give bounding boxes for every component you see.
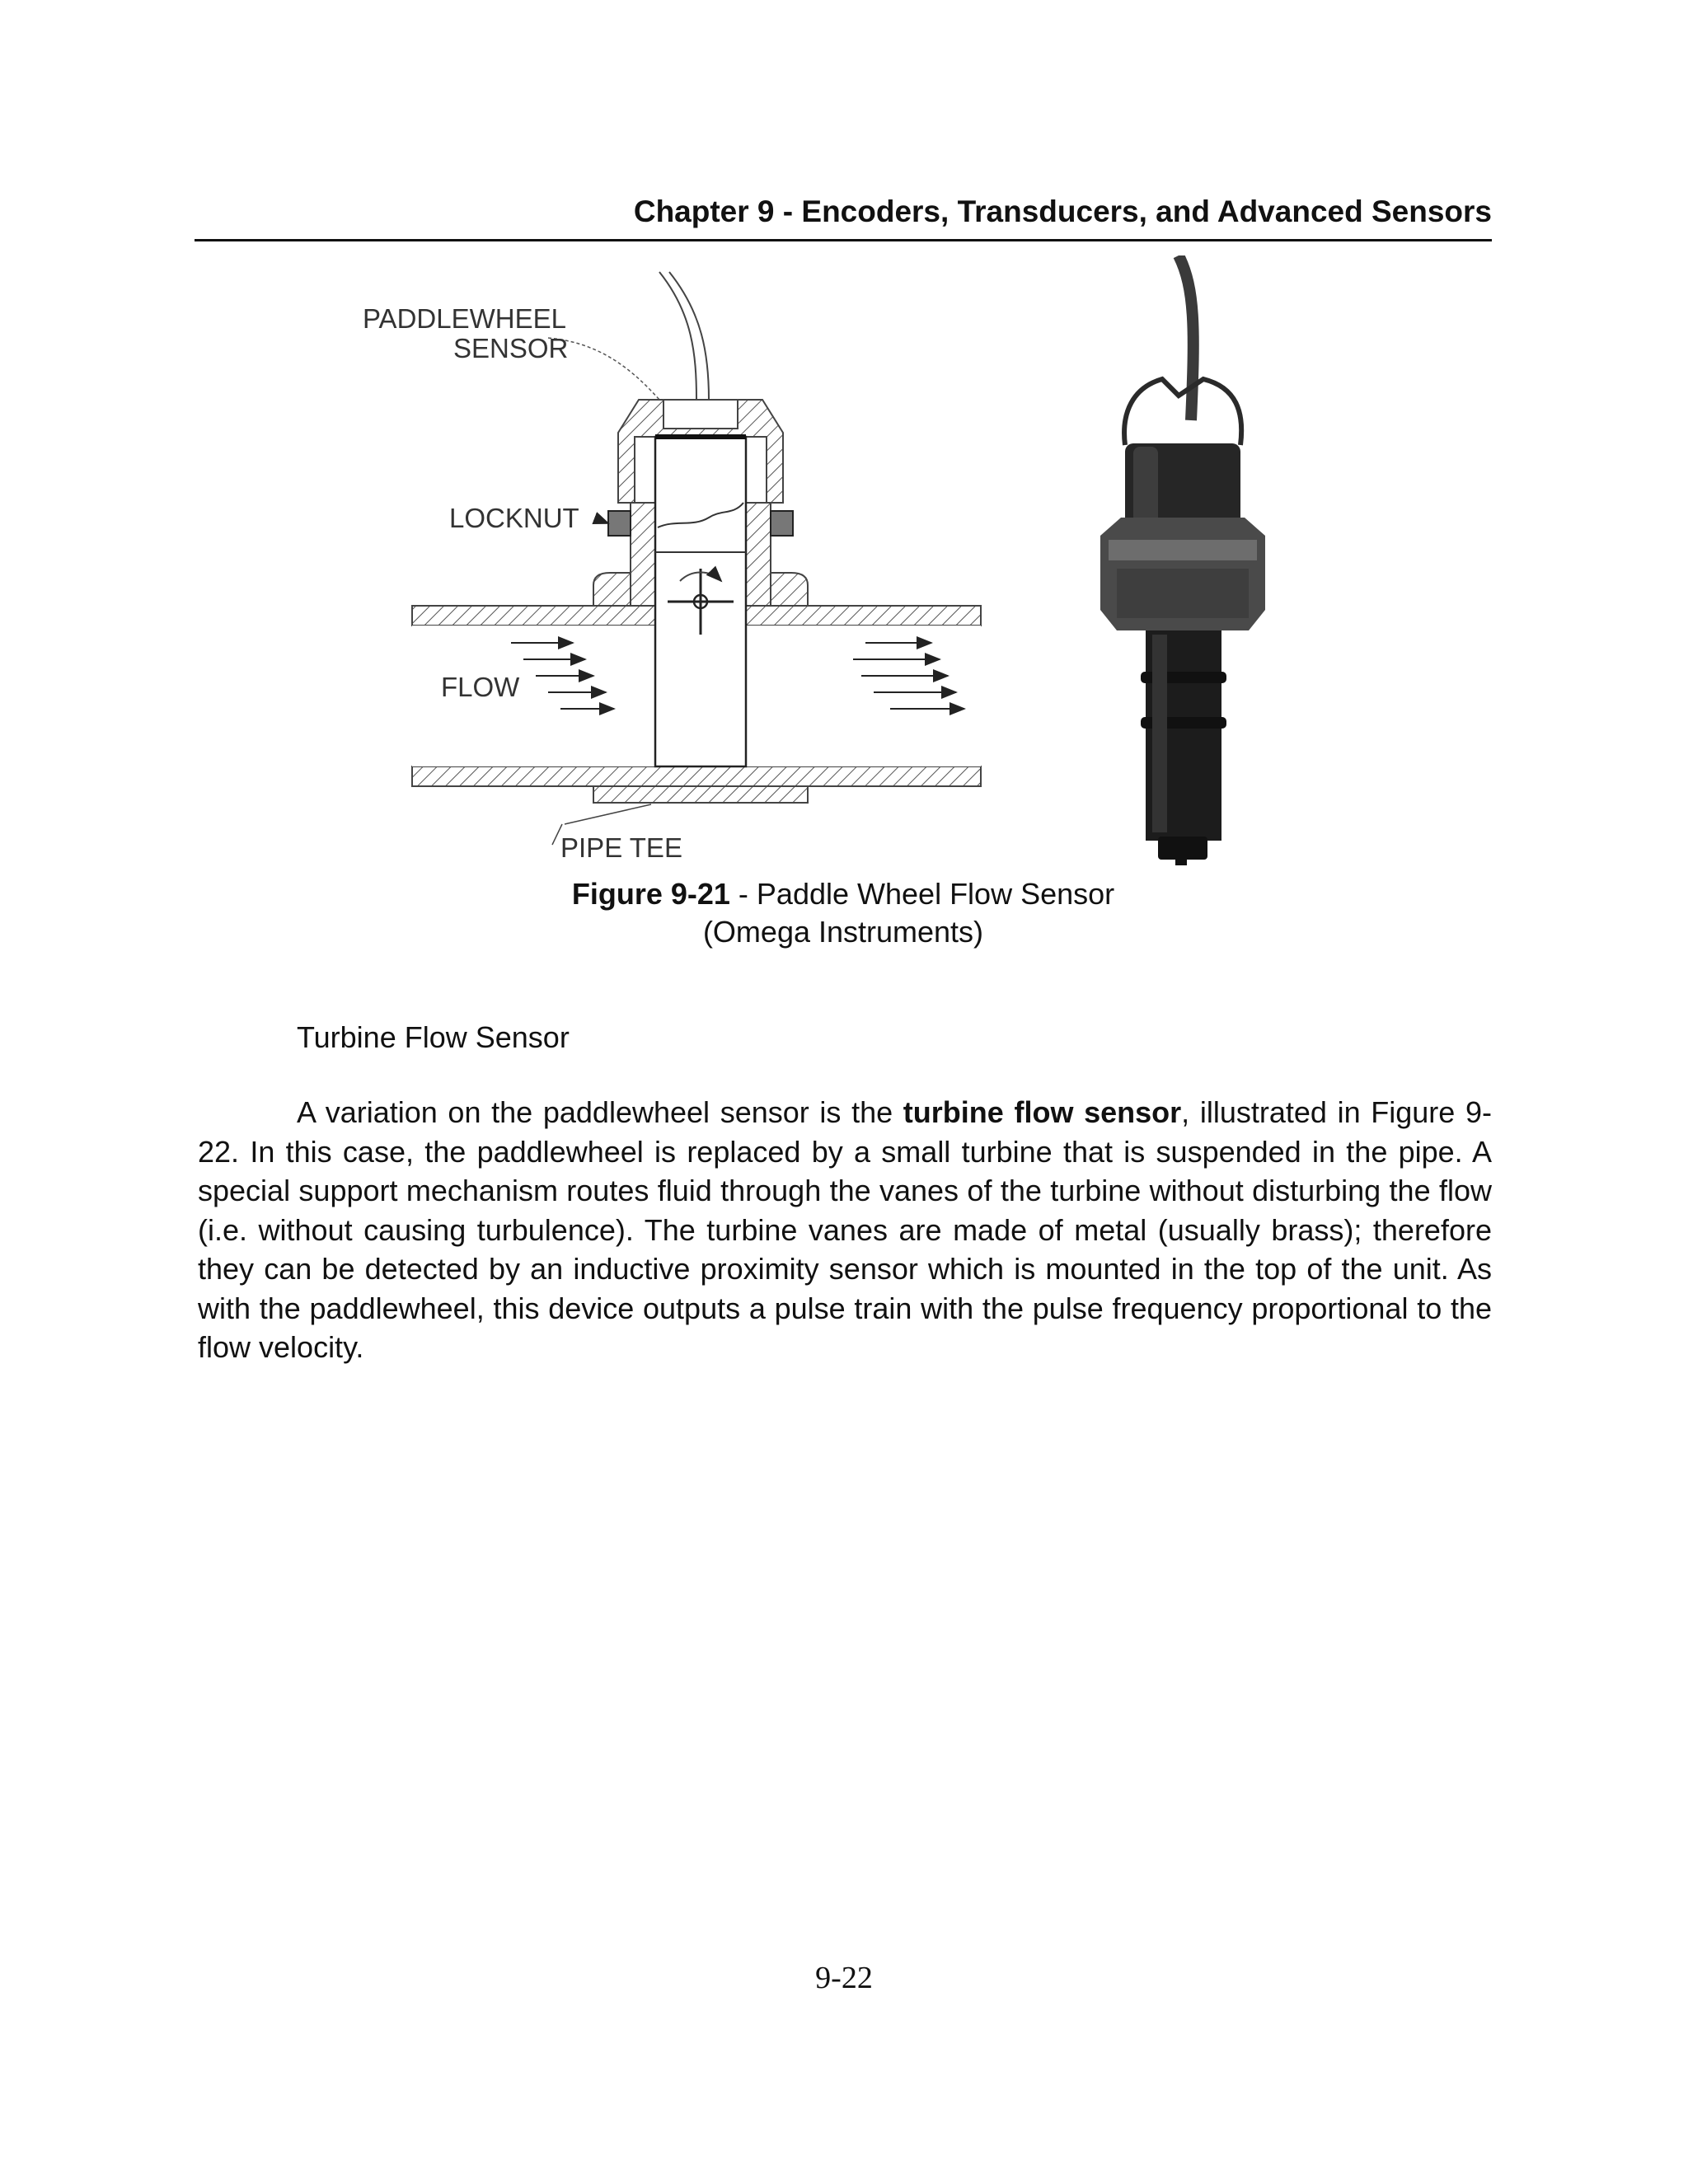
label-sensor: SENSOR — [453, 333, 569, 363]
figure-caption — [195, 875, 1492, 913]
label-pipe-tee: PIPE TEE — [560, 832, 682, 863]
figure-source: (Omega Instruments) — [702, 915, 984, 949]
page-number: 9-22 — [815, 1961, 873, 1995]
header-rule — [195, 239, 1492, 241]
label-flow: FLOW — [441, 672, 520, 702]
label-paddlewheel: PADDLEWHEEL — [363, 303, 566, 334]
sensor-photo — [1100, 255, 1265, 865]
paddlewheel-diagram — [346, 255, 1335, 865]
body-paragraph — [198, 1093, 1492, 1367]
paragraph-text-2: , illustrated in Figure 9-22. In this case, the paddlewheel is replaced by a small turbine that is suspended in the pipe. A special support mechanism routes fluid through the vanes of the turbine without disturbing the flow (i.e. without causing turbulence). The turbine vanes are made of metal (usually brass); therefore they can be detected by an inductive proximity sensor which is mounted in the top of the unit. As with the paddlewheel, this device outputs a pulse train with the pulse frequency proportional to the flow velocity. — [198, 1095, 1492, 1364]
figure-9-21 — [346, 255, 1335, 865]
section-heading: Turbine Flow Sensor — [297, 1020, 570, 1054]
label-locknut: LOCKNUT — [449, 503, 579, 533]
figure-number: Figure 9-21 — [571, 877, 730, 911]
paragraph-bold-term: turbine flow sensor — [903, 1095, 1182, 1129]
chapter-header: Chapter 9 - Encoders, Transducers, and Advanced Sensors — [633, 194, 1492, 228]
caption-separator: - — [729, 877, 757, 911]
paragraph-text-1: A variation on the paddlewheel sensor is the — [297, 1095, 903, 1129]
figure-title: Paddle Wheel Flow Sensor — [756, 877, 1115, 911]
